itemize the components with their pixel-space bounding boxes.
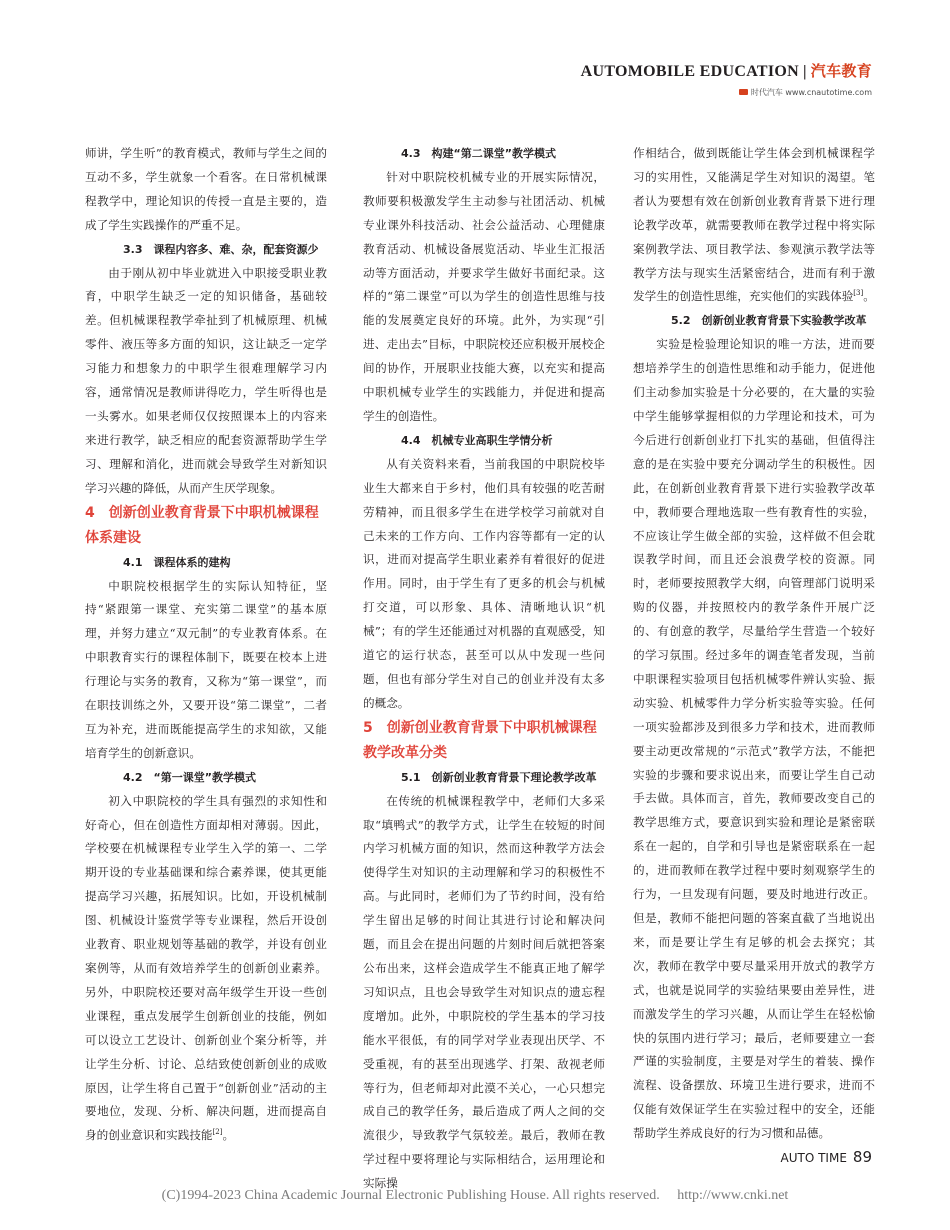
paragraph bbox=[85, 790, 327, 1149]
brand-separator: | bbox=[802, 63, 807, 80]
running-header bbox=[581, 60, 872, 98]
paragraph: 针对中职院校机械专业的开展实际情况，教师要积极激发学生主动参与社团活动、机械专业课外科技活动、社会公益活动、心理健康教育活动、机械设备展览活动、毕业生汇报活动等方面活动，并要求学生做好书面纪录。这样的“第二课堂”可以为学生的创造性思维与技能的发展奠定良好的环境。此外，为实现“引进、走出去”目标，中职院校还应积极开展校企间的协作，开展职业技能大赛，以充实和提高中职机械专业学生的实践能力，并促进和提高学生的创造性。 bbox=[363, 169, 605, 423]
brand-english: AUTOMOBILE EDUCATION bbox=[580, 63, 799, 80]
sub-url: www.cnautotime.com bbox=[785, 88, 872, 97]
sub-cn: 时代汽车 bbox=[750, 88, 783, 97]
section-heading-4: 4 创新创业教育背景下中职机械课程体系建设 bbox=[85, 504, 319, 546]
paragraph: 从有关资料来看，当前我国的中职院校毕业生大都来自于乡村，他们具有较强的吃苦耐劳精神，而且很多学生在进学校学习前就对自己未来的工作方向、工作内容等都有一定的认识，进而对提高学生职业素养有着很好的促进作用。同时，由于学生有了更多的机会与机械打交道，可以形象、具体、清晰地认识“机械”；有的学生还能通过对机器的直观感受，知道它的运行状态，甚至可以从中发现一些问题，但也有部分学生对自己的创业并没有太多的概念。 bbox=[363, 456, 605, 710]
column-3 bbox=[633, 142, 875, 1146]
journal-brand bbox=[581, 60, 872, 81]
paragraph: 在传统的机械课程教学中，老师们大多采取“填鸭式”的教学方式，让学生在较短的时间内学习机械方面的知识，然而这种教学方法会使得学生对知识的主动理解和学习的积极性不高。与此同时，老师们为了节约时间，没有给学生留出足够的时间让其进行讨论和解决问题，而且会在提出问题的片刻时间后就把答案公布出来，这样会造成学生不能真正地了解学习知识点，且也会导致学生对知识点的遗忘程度增加。此外，中职院校的学生基本的学习技能水平很低，有的同学对学业表现出厌学、不受重视，有的甚至出现逃学、打架、敌视老师等行为，但老师却对此漠不关心，一心只想完成自己的教学任务，最后造成了两人之间的交流很少，导致教学气氛较差。最后，教师在教学过程中要将理论与实际相结合，运用理论和实际操 bbox=[363, 793, 605, 1191]
paragraph: 中职院校根据学生的实际认知特征，坚持“紧跟第一课堂、充实第二课堂”的基本原理，并努力建立“双元制”的专业教育体系。在中职教育实行的课程体制下，既要在校本上进行理论与实务的教育，又称为“第一课堂”，而在职技训练之外，又要开设“第二课堂”，二者互为补充，进而既能提高学生的求知欲，又能培育学生的创新意识。 bbox=[85, 578, 327, 760]
paragraph-text: 作相结合，做到既能让学生体会到机械课程学习的实用性，又能满足学生对知识的渴望。笔者认为要想有效在创新创业教育背景下进行理论教学改革，就需要教师在教学过程中将实际案例教学法、项目教学法、参观演示教学法等教学方法与现实生活紧密结合，进而有利于激发学生的创造性思维，充实他们的实践体验 bbox=[633, 146, 875, 304]
footer-journal: AUTO TIME bbox=[780, 1151, 847, 1165]
journal-subbrand bbox=[581, 87, 872, 98]
paragraph: 师讲，学生听”的教育模式，教师与学生之间的互动不多，学生就象一个看客。在日常机械课程教学中，理论知识的传授一直是主要的，造成了学生实践操作的严重不足。 bbox=[85, 146, 327, 232]
section-heading-5-2: 5.2 创新创业教育背景下实验教学改革 bbox=[671, 314, 867, 328]
section-heading-4-1: 4.1 课程体系的建构 bbox=[123, 555, 231, 569]
mail-icon bbox=[739, 89, 748, 95]
reference-marker: [3] bbox=[853, 289, 864, 298]
brand-chinese: 汽车教育 bbox=[810, 62, 872, 80]
section-heading-5-1: 5.1 创新创业教育背景下理论教学改革 bbox=[401, 770, 597, 784]
page-footer bbox=[781, 1148, 872, 1166]
reference-marker: [2] bbox=[212, 1128, 223, 1137]
paragraph: 由于刚从初中毕业就进入中职接受职业教育，中职学生缺乏一定的知识储备，基础较差。但机械课程教学牵扯到了机械原理、机械零件、液压等多方面的知识，这让缺乏一定学习能力和想象力的中职学生很难理解学习内容，通常情况是教师讲得吃力，学生听得也是一头雾水。如果老师仅仅按照课本上的内容来来进行教学，缺乏相应的配套资源帮助学生学习、理解和消化，进而就会导致学生对新知识学习兴趣的降低，从而产生厌学现象。 bbox=[85, 265, 327, 495]
paragraph-text: 初入中职院校的学生具有强烈的求知性和好奇心，但在创造性方面却相对薄弱。因此，学校要在机械课程专业学生入学的第一、二学期开设的专业基础课和综合素养课，使其更能提高学习兴趣，拓展知识。比如，开设机械制图、机械设计鉴赏学等专业课程，然后开设创业教育、职业规划等基础的教学，并设有创业案例等，从而有效培养学生的创新创业素养。另外，中职院校还要对高年级学生开设一些创业课程，重点发展学生创新创业的技能，例如可以设立工艺设计、创新创业个案分析等，并让学生分析、讨论、总结致使创新创业的成败原因，让学生将自己置于“创新创业”活动的主要地位，发现、分析、解决问题，进而提高自身的创业意识和实践技能 bbox=[85, 793, 327, 1143]
paragraph bbox=[633, 142, 875, 309]
section-heading-5: 5 创新创业教育背景下中职机械课程教学改革分类 bbox=[363, 719, 597, 761]
copyright-line: (C)1994-2023 China Academic Journal Electronic Publishing House. All rights reserved. http://www.cnki.net bbox=[161, 1188, 789, 1203]
paragraph: 实验是检验理论知识的唯一方法，进而要想培养学生的创造性思维和动手能力，促进他们主动参加实验是十分必要的，在大量的实验中学生能够掌握相似的力学理论和技术，可为今后进行创新创业打下扎实的基础，但值得注意的是在实验中要充分调动学生的积极性。因此，在创新创业教育背景下进行实验教学改革中，教师要合理地选取一些有教育性的实验，不应该让学生做全部的实验，这样做不但会耽误教学时间，而且还会浪费学校的资源。同时，老师要按照教学大纲，向管理部门说明采购的仪器，并按照校内的教学条件开展广泛的、有创意的教学，尽量给学生营造一个较好的学习氛围。经过多年的调查笔者发现，当前中职课程实验项目包括机械零件辨认实验、振动实验、机械零件力学分析实验等实验。任何一项实验都涉及到很多力学和技术，进而教师要主动更改常规的“示范式”教学方法，不能把实验的步骤和要求说出来，而要让学生自己动手去做。具体而言，首先，教师要改变自己的教学思维方式，要意识到实验和理论是紧密联系在一起的，自学和引导也是紧密联系在一起的，进而教师在教学过程中要时刻观察学生的行为，一旦发现有问题，要及时地进行改正。但是，教师不能把问题的答案直截了当地说出来，而是要让学生有足够的机会去探究；其次，教师在教学中要尽量采用开放式的教学方式，也就是说同学的实验结果要由差异性，进而激发学生的学习兴趣，从而让学生在轻松愉快的氛围内进行学习；最后，老师要建立一套严谨的实验制度，主要是对学生的着装、操作流程、设备摆放、环境卫生进行要求，进而不仅能有效保证学生在实验过程中的安全，还能帮助学生养成良好的行为习惯和品德。 bbox=[633, 337, 875, 1141]
column-1 bbox=[85, 142, 327, 1148]
column-2 bbox=[363, 142, 605, 1196]
section-heading-4-3: 4.3 构建“第二课堂”教学模式 bbox=[401, 147, 556, 160]
section-heading-4-4: 4.4 机械专业高职生学情分析 bbox=[401, 433, 553, 447]
section-heading-4-2: 4.2 “第一课堂”教学模式 bbox=[123, 770, 256, 784]
page-number: 89 bbox=[852, 1148, 872, 1166]
paragraph-end: 。 bbox=[222, 1128, 235, 1143]
section-heading-3-3: 3.3 课程内容多、难、杂，配套资源少 bbox=[123, 242, 319, 256]
paragraph-end: 。 bbox=[863, 289, 875, 304]
